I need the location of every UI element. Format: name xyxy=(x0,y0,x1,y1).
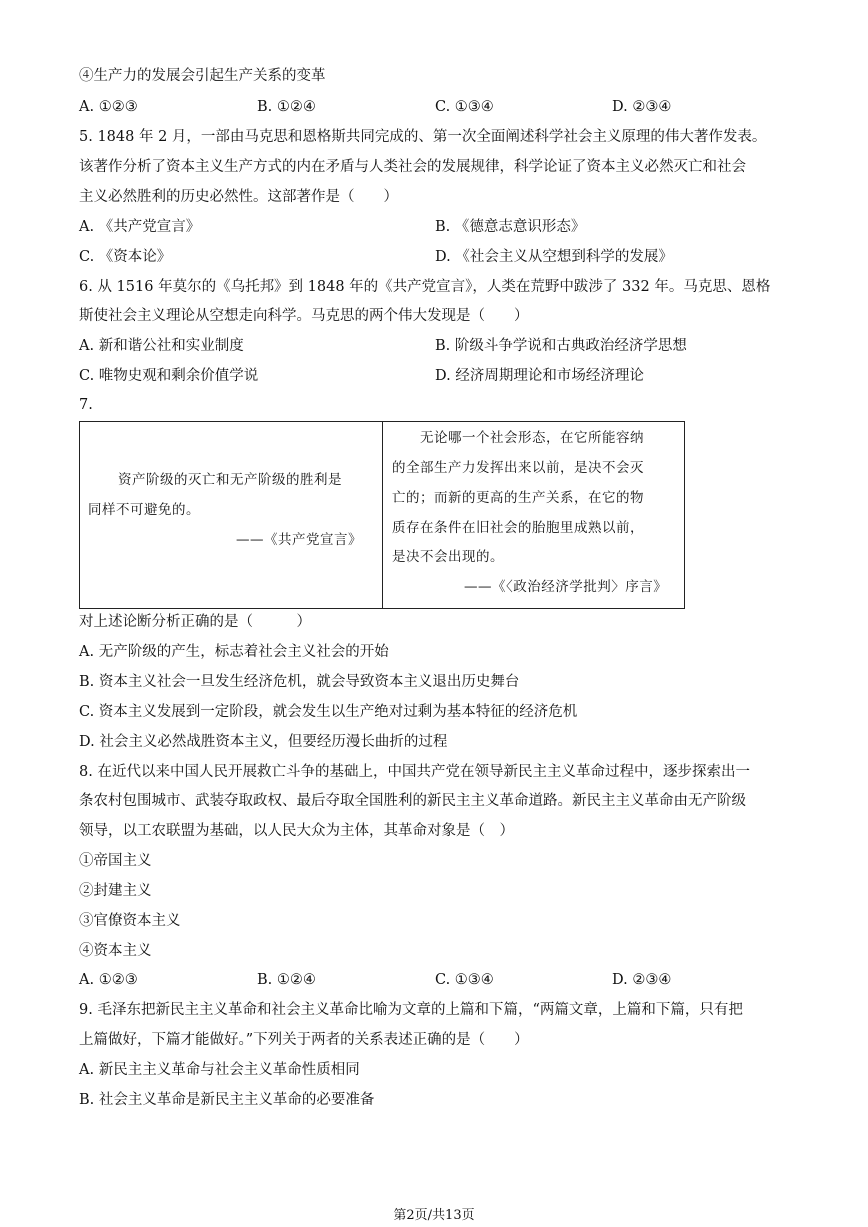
q5-option-b: B. 《德意志意识形态》 xyxy=(435,219,586,235)
page-number: 第2页/共13页 xyxy=(393,1208,475,1223)
q6-option-a: A. 新和谐公社和实业制度 xyxy=(79,338,244,354)
right-quote-line: 无论哪一个社会形态，在它所能容纳 xyxy=(420,430,644,446)
q7-question: 对上述论断分析正确的是（ ） xyxy=(79,614,311,630)
left-quote-line: 资产阶级的灭亡和无产阶级的胜利是 xyxy=(118,472,342,488)
q6-option-d: D. 经济周期理论和市场经济理论 xyxy=(435,368,644,384)
q8-option-a: A. ①②③ xyxy=(79,972,138,988)
q6-stem-line: 斯使社会主义理论从空想走向科学。马克思的两个伟大发现是（ ） xyxy=(79,308,529,324)
q8-stem-line: 条农村包围城市、武装夺取政权、最后夺取全国胜利的新民主主义革命道路。新民主主义革命由无产阶级 xyxy=(79,793,746,809)
q5-option-a: A. 《共产党宣言》 xyxy=(79,219,201,235)
q8-option-b: B. ①②④ xyxy=(257,972,316,988)
q7-option-d: D. 社会主义必然战胜资本主义，但要经历漫长曲折的过程 xyxy=(79,734,448,750)
q7-option-c: C. 资本主义发展到一定阶段，就会发生以生产绝对过剩为基本特征的经济危机 xyxy=(79,704,578,720)
q8-option-d: D. ②③④ xyxy=(612,972,672,988)
q8-item-1: ①帝国主义 xyxy=(79,853,152,869)
q8-item-4: ④资本主义 xyxy=(79,943,152,959)
right-quote-line: 的全部生产力发挥出来以前，是决不会灭 xyxy=(392,460,644,476)
right-quote-line: 亡的；而新的更高的生产关系，在它的物 xyxy=(392,490,644,506)
q9-stem-line: 9. 毛泽东把新民主主义革命和社会主义革命比喻为文章的上篇和下篇，“两篇文章，上篇和下篇，只有把 xyxy=(79,1002,743,1018)
q5-stem-line: 该著作分析了资本主义生产方式的内在矛盾与人类社会的发展规律，科学论证了资本主义必然灭亡和社会 xyxy=(79,159,746,175)
q4-option-a: A. ①②③ xyxy=(79,99,138,115)
q4-option-b: B. ①②④ xyxy=(257,99,316,115)
table-divider xyxy=(382,422,383,608)
q9-option-b: B. 社会主义革命是新民主主义革命的必要准备 xyxy=(79,1092,375,1108)
q8-item-2: ②封建主义 xyxy=(79,883,152,899)
right-quote-line: 质存在条件在旧社会的胎胞里成熟以前， xyxy=(392,520,644,536)
q7-option-b: B. 资本主义社会一旦发生经济危机，就会导致资本主义退出历史舞台 xyxy=(79,674,520,690)
q9-option-a: A. 新民主主义革命与社会主义革命性质相同 xyxy=(79,1062,360,1078)
q8-stem-line: 8. 在近代以来中国人民开展救亡斗争的基础上，中国共产党在领导新民主主义革命过程中，逐步探索出一 xyxy=(79,764,750,780)
right-quote-line: 是决不会出现的。 xyxy=(392,549,504,565)
q8-stem-line: 领导，以工农联盟为基础，以人民大众为主体，其革命对象是（ ） xyxy=(79,823,514,839)
left-quote-source: ——《共产党宣言》 xyxy=(236,532,362,548)
q4-option-c: C. ①③④ xyxy=(435,99,494,115)
q5-option-d: D. 《社会主义从空想到科学的发展》 xyxy=(435,249,673,265)
q7-number: 7. xyxy=(79,397,93,413)
q4-item-4: ④生产力的发展会引起生产关系的变革 xyxy=(79,68,326,84)
q9-stem-line: 上篇做好，下篇才能做好。”下列关于两者的关系表述正确的是（ ） xyxy=(79,1032,529,1048)
left-quote-line: 同样不可避免的。 xyxy=(88,502,200,518)
q4-option-d: D. ②③④ xyxy=(612,99,672,115)
q5-option-c: C. 《资本论》 xyxy=(79,249,172,265)
q6-option-b: B. 阶级斗争学说和古典政治经济学思想 xyxy=(435,338,687,354)
q7-option-a: A. 无产阶级的产生，标志着社会主义社会的开始 xyxy=(79,644,389,660)
q6-option-c: C. 唯物史观和剩余价值学说 xyxy=(79,368,259,384)
q5-stem-line: 主义必然胜利的历史必然性。这部著作是（ ） xyxy=(79,189,398,205)
q6-stem-line: 6. 从 1516 年莫尔的《乌托邦》到 1848 年的《共产党宣言》，人类在荒野中跋涉了 332 年。马克思、恩格 xyxy=(79,279,771,295)
q8-option-c: C. ①③④ xyxy=(435,972,494,988)
q8-item-3: ③官僚资本主义 xyxy=(79,913,181,929)
quote-table xyxy=(79,421,685,609)
right-quote-source: ——《〈政治经济学批判〉序言》 xyxy=(464,579,668,595)
q5-stem-line: 5. 1848 年 2 月，一部由马克思和恩格斯共同完成的、第一次全面阐述科学社会主义原理的伟大著作发表。 xyxy=(79,129,767,145)
